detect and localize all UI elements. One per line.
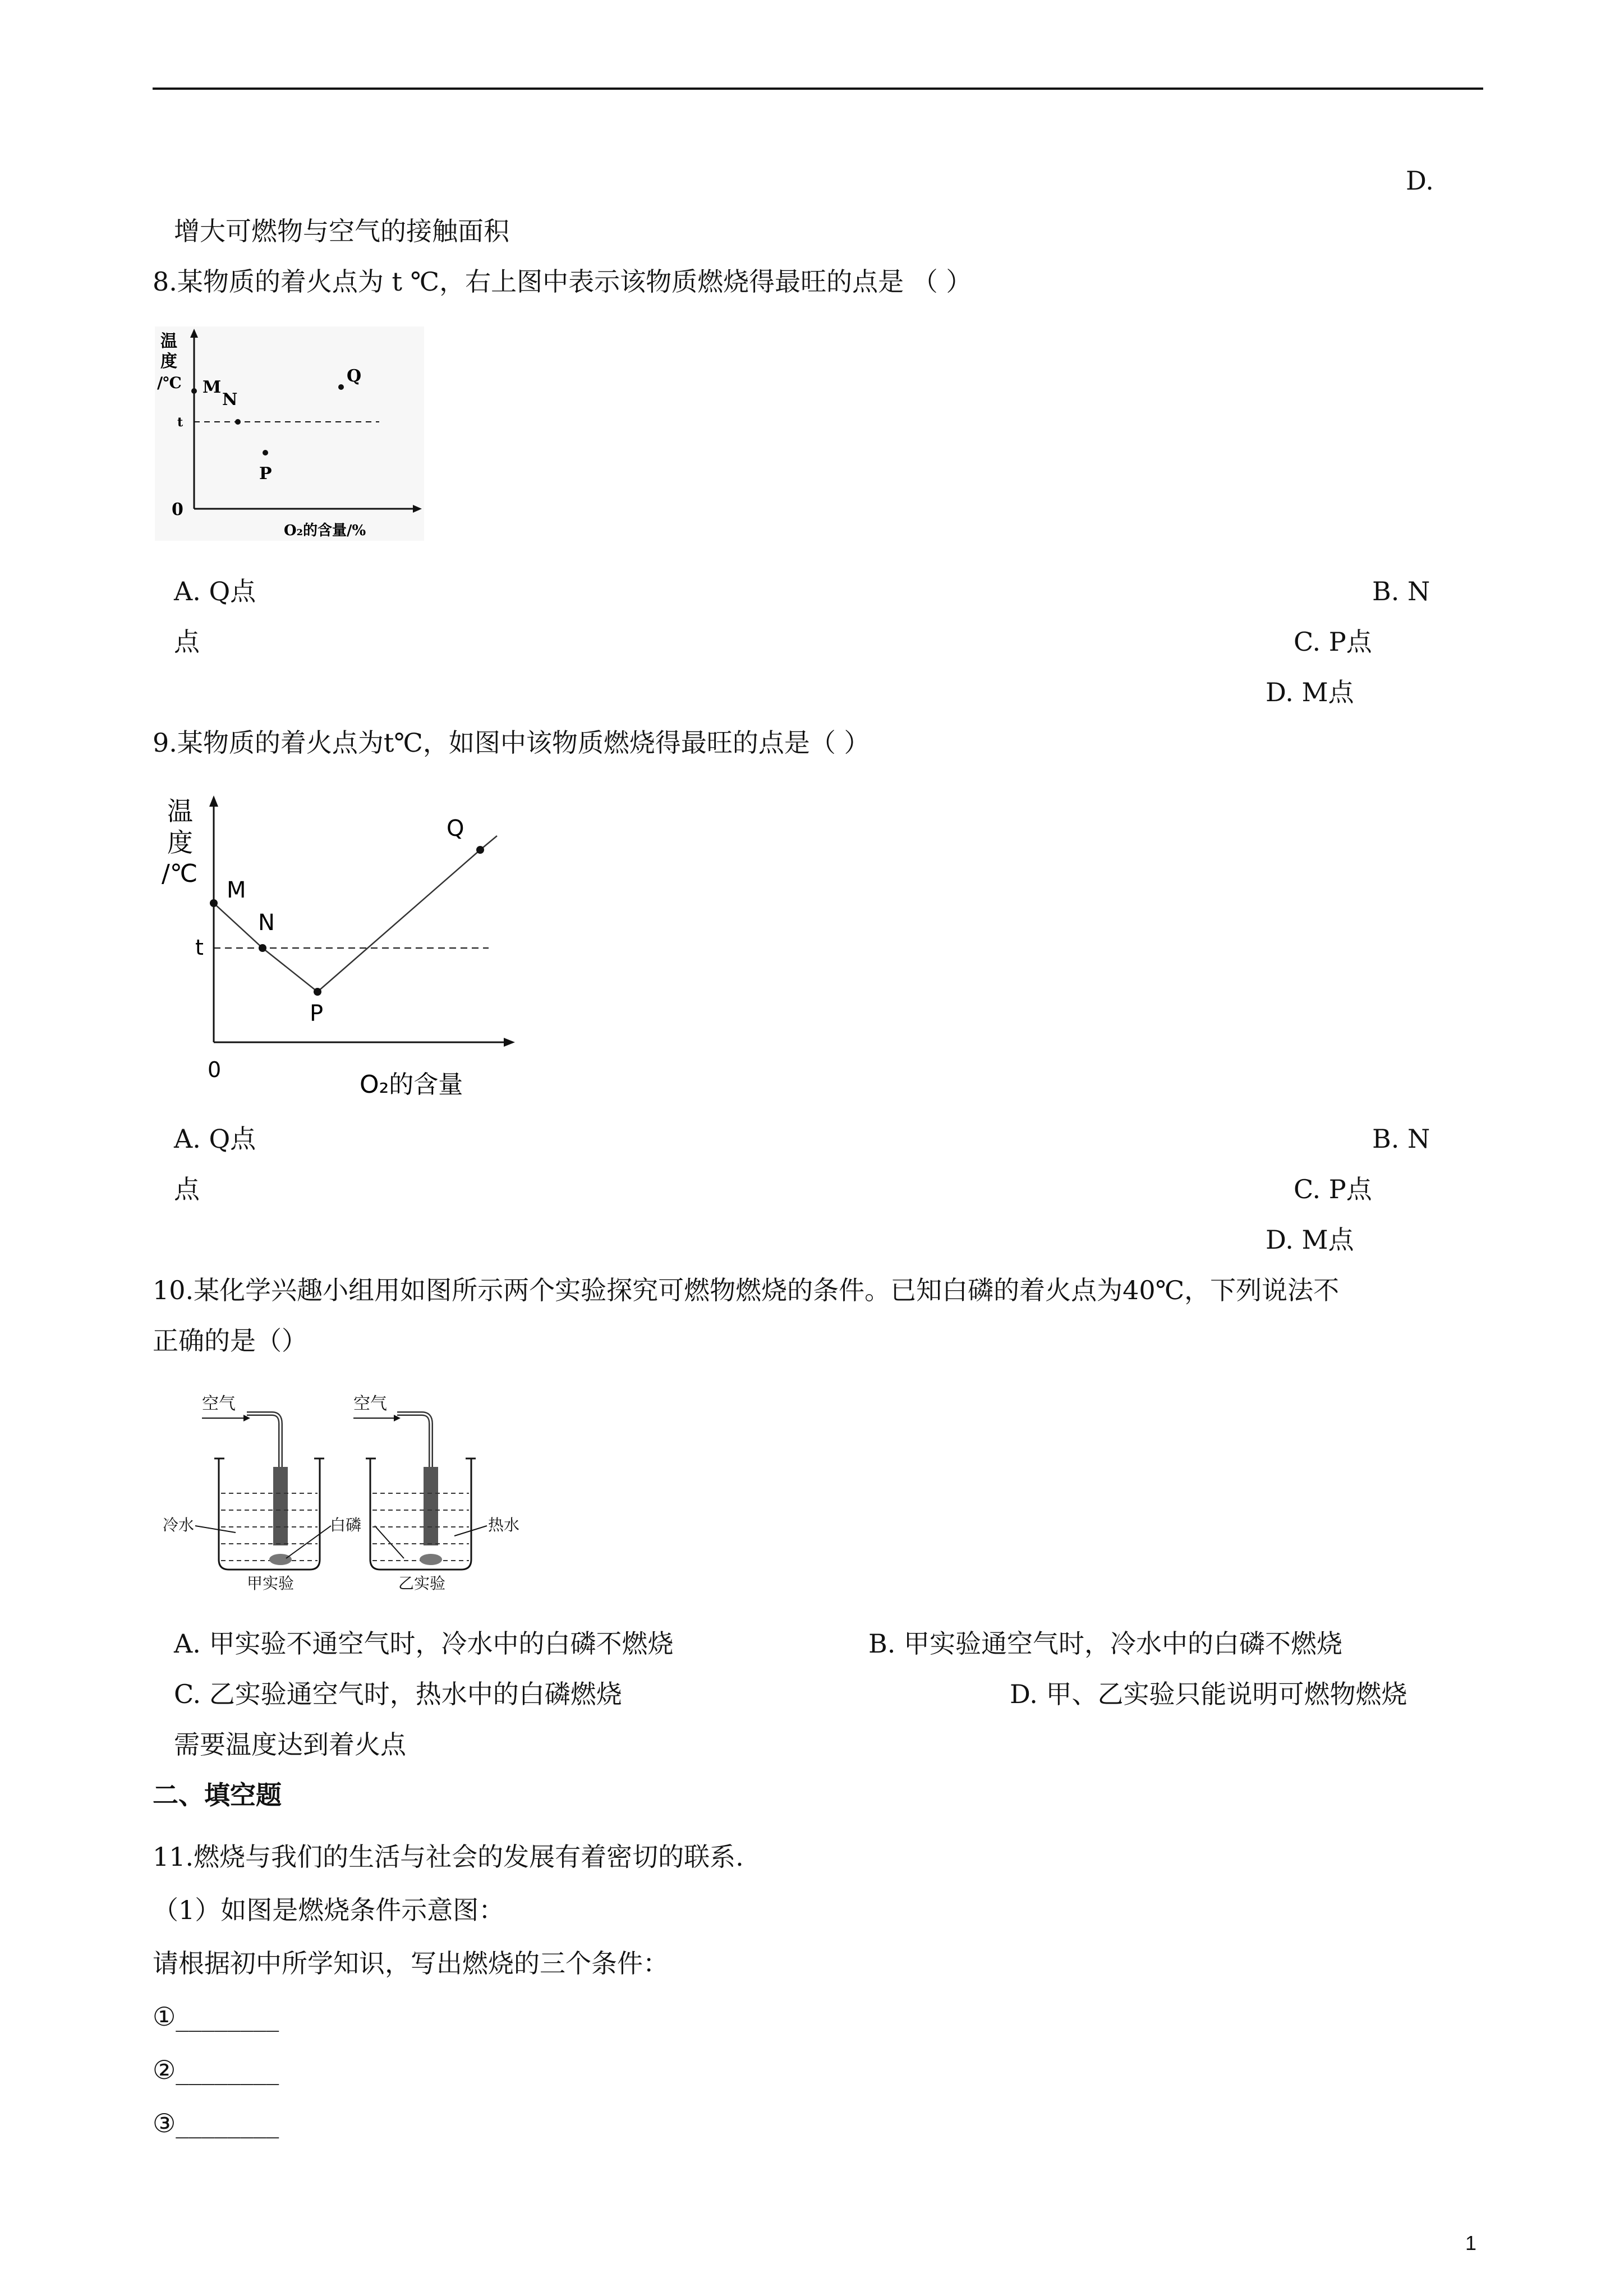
q10-hot-water: 热水	[488, 1516, 520, 1534]
q8-option-a: A. Q点	[174, 576, 256, 606]
q11-blank-3[interactable]: ③________	[153, 2108, 279, 2138]
q9-point-n	[259, 944, 266, 952]
q9-label-t: t	[195, 935, 204, 960]
q10-option-c: C. 乙实验通空气时，热水中的白磷燃烧	[174, 1679, 622, 1709]
q9-origin: 0	[208, 1057, 222, 1082]
q10-option-d-cont: 需要温度达到着火点	[174, 1729, 406, 1760]
section-title-fill-in: 二、填空题	[153, 1780, 282, 1810]
q8-ylabel-3: /℃	[157, 374, 182, 392]
q10-exp-a: 甲实验	[247, 1574, 295, 1593]
q10-cold-water: 冷水	[163, 1516, 195, 1534]
q8-point-m	[191, 388, 197, 394]
q9-label-n: N	[258, 910, 275, 936]
q8-option-c: C. P点	[1294, 627, 1372, 657]
q9-option-a: A. Q点	[174, 1124, 256, 1154]
q8-ylabel-1: 温	[160, 332, 177, 351]
q8-label-q: Q	[347, 366, 362, 386]
q10-stem-line1: 10.某化学兴趣小组用如图所示两个实验探究可燃物燃烧的条件。已知白磷的着火点为40℃，下列说法不	[153, 1275, 1340, 1305]
q9-ylabel-1: 温	[167, 796, 193, 826]
q8-label-m: M	[203, 378, 222, 397]
q8-option-b: B. N	[1372, 576, 1430, 606]
q9-option-b-cont: 点	[174, 1174, 200, 1204]
q9-option-d: D. M点	[1266, 1225, 1354, 1255]
q9-point-m	[210, 899, 218, 907]
q10-option-d: D. 甲、乙实验只能说明可燃物燃烧	[1010, 1679, 1407, 1709]
q9-label-p: P	[310, 1001, 324, 1027]
q9-ylabel-2: 度	[167, 827, 193, 858]
q9-ylabel-3: /℃	[162, 859, 198, 888]
q9-point-q	[476, 846, 484, 854]
q8-figure	[155, 326, 424, 541]
q8-stem: 8.某物质的着火点为 t ℃，右上图中表示该物质燃烧得最旺的点是 （ ）	[153, 266, 972, 297]
q10-air-right: 空气	[353, 1394, 387, 1414]
q8-ylabel-2: 度	[160, 352, 177, 371]
q9-label-q: Q	[447, 816, 464, 841]
q11-sub1: （1）如图是燃烧条件示意图：	[153, 1895, 505, 1925]
q10-option-b: B. 甲实验通空气时，冷水中的白磷不燃烧	[868, 1628, 1343, 1659]
q8-label-t: t	[177, 415, 183, 430]
page-number: 1	[1465, 2231, 1477, 2254]
q10-figure	[163, 1391, 533, 1593]
q8-xlabel: O₂的含量/%	[284, 522, 366, 539]
q9-stem: 9.某物质的着火点为t℃，如图中该物质燃烧得最旺的点是（ ）	[153, 728, 870, 758]
q9-point-p	[314, 988, 321, 996]
q8-point-q	[338, 384, 344, 390]
q8-label-p: P	[259, 464, 272, 484]
q9-option-c: C. P点	[1294, 1174, 1372, 1204]
carryover-option-d-label: D.	[1406, 165, 1434, 196]
q9-option-b: B. N	[1372, 1124, 1430, 1154]
q10-air-left: 空气	[202, 1394, 236, 1414]
q8-option-b-cont: 点	[174, 627, 200, 657]
q8-option-d: D. M点	[1266, 677, 1354, 707]
q10-white-p: 白磷	[330, 1516, 362, 1534]
q9-figure	[155, 785, 525, 1099]
q11-blank-2[interactable]: ②________	[153, 2055, 279, 2085]
q8-point-p	[263, 450, 268, 455]
q11-stem: 11.燃烧与我们的生活与社会的发展有着密切的联系.	[153, 1842, 744, 1872]
q11-blank-1[interactable]: ①________	[153, 2001, 279, 2032]
q11-instruction: 请根据初中所学知识，写出燃烧的三个条件：	[153, 1948, 669, 1978]
q8-origin: 0	[172, 500, 183, 519]
q8-label-n: N	[222, 390, 238, 409]
carryover-option-d-text: 增大可燃物与空气的接触面积	[174, 216, 509, 246]
header-rule	[153, 88, 1483, 90]
q10-exp-b: 乙实验	[398, 1574, 446, 1593]
q9-label-m: M	[227, 877, 246, 903]
q10-option-a: A. 甲实验不通空气时，冷水中的白磷不燃烧	[174, 1628, 674, 1659]
q8-point-n	[235, 419, 241, 425]
q9-xlabel: O₂的含量	[360, 1070, 463, 1099]
q10-stem-line2: 正确的是（）	[153, 1326, 307, 1356]
